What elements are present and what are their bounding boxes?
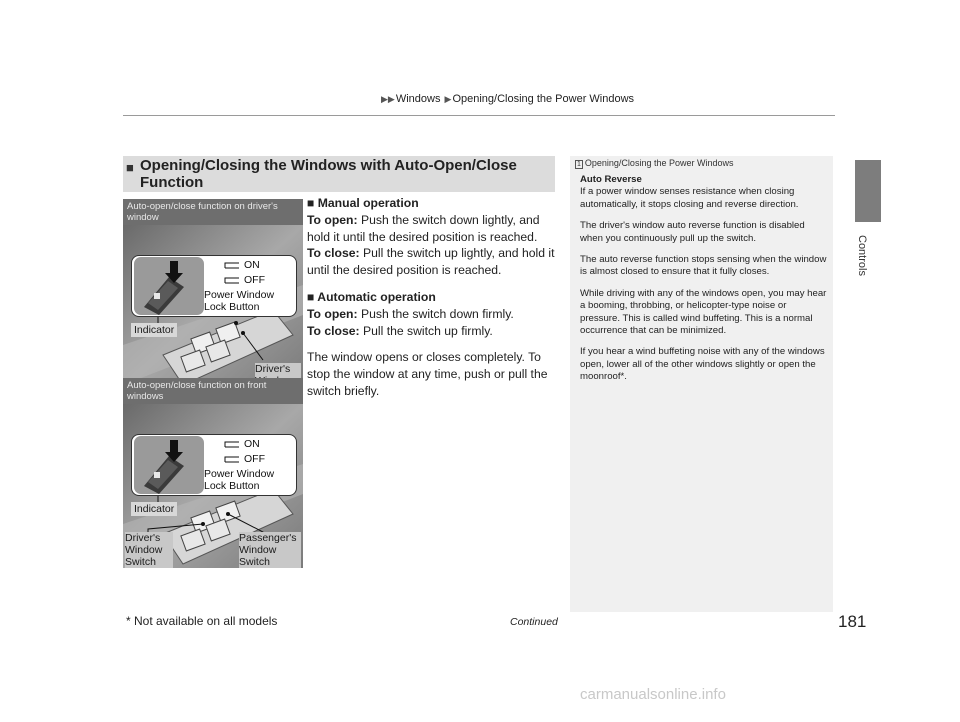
breadcrumb-item-windows: Windows	[395, 93, 441, 105]
body-text	[307, 195, 557, 400]
figure-2-caption: Auto-open/close function on front windows	[123, 378, 303, 404]
manual-close-instruction: To close: Pull the switch up lightly, and hold it until the desired position is reached.	[307, 246, 555, 278]
continued-label: Continued	[510, 616, 558, 628]
side-tab-marker	[855, 160, 881, 222]
legend-on-label: ON	[244, 259, 260, 271]
lock-switch-closeup-icon	[134, 436, 204, 494]
notes-body	[580, 174, 828, 393]
off-indicator-icon	[224, 276, 240, 284]
notes-header: 1 Opening/Closing the Power Windows	[577, 158, 734, 168]
breadcrumb	[380, 93, 634, 105]
note-paragraph-5: If you hear a wind buffeting noise with any of the windows open, lower all of the other windows slightly or open the moonroof*.	[580, 346, 825, 383]
legend-off-label: OFF	[244, 274, 265, 286]
section-marker-icon: ■	[126, 160, 134, 175]
driver-switch-label: Driver's	[255, 363, 301, 399]
lock-button-callout-1	[131, 255, 297, 317]
manual-open-instruction: To open: Push the switch down lightly, and hold it until the desired position is reached.	[307, 212, 540, 244]
figure-1	[123, 199, 303, 387]
driver-switch-label: Driver's Window Switch	[125, 532, 173, 568]
lock-button-label: Power Window Lock Button	[204, 468, 275, 492]
figure-1-image	[123, 225, 303, 387]
breadcrumb-item-opening-closing: Opening/Closing the Power Windows	[452, 93, 635, 105]
automatic-operation-heading: ■ Automatic operation	[307, 289, 436, 304]
lock-button-callout-2	[131, 434, 297, 496]
off-indicator-icon	[224, 455, 240, 463]
on-indicator-icon	[224, 440, 240, 448]
lock-switch-closeup-icon	[134, 257, 204, 315]
auto-open-instruction: To open: Push the switch down firmly.	[307, 306, 514, 321]
figure-2-image	[123, 404, 303, 568]
legend-on-label: ON	[244, 438, 260, 450]
side-tab-label: Controls	[856, 235, 868, 276]
auto-reverse-heading: Auto Reverse	[580, 174, 642, 185]
note-paragraph-1: If a power window senses resistance when closing automatically, it stops closing and reverse direction.	[580, 186, 799, 210]
reference-marker-icon: 1	[577, 161, 581, 168]
on-indicator-icon	[224, 261, 240, 269]
lock-button-label: Power Window Lock Button	[204, 289, 275, 313]
figure-1-caption: Auto-open/close function on driver's window	[123, 199, 303, 225]
breadcrumb-arrow-icon: ▶▶	[381, 94, 395, 104]
note-paragraph-3: The auto reverse function stops sensing when the window is almost closed to ensure that it fully closes.	[580, 254, 827, 278]
indicator-label: Indicator	[131, 323, 177, 337]
legend-off-label: OFF	[244, 453, 265, 465]
breadcrumb-arrow-icon: ▶	[444, 94, 452, 104]
header-rule	[123, 115, 835, 116]
watermark: carmanualsonline.info	[580, 686, 726, 703]
note-paragraph-2: The driver's window auto reverse function is disabled when you continuously pull up the switch.	[580, 220, 805, 244]
page-number: 181	[838, 612, 867, 631]
body-paragraph: The window opens or closes completely. To stop the window at any time, push or pull the switch briefly.	[307, 350, 548, 398]
figure-2	[123, 378, 303, 568]
section-title: Opening/Closing the Windows with Auto-Open/Close Function	[140, 157, 517, 191]
auto-close-instruction: To close: Pull the switch up firmly.	[307, 323, 493, 338]
indicator-label: Indicator	[131, 502, 177, 516]
section-header	[123, 156, 555, 192]
note-paragraph-4: While driving with any of the windows open, you may hear a booming, throbbing, or helicopter-type noise or pressure. This is called wind buffeting. This is a normal occurrence that can be minimized.	[580, 287, 827, 337]
passenger-switch-label: Passenger's Window Switch	[239, 532, 301, 568]
footnote: * Not available on all models	[126, 614, 278, 628]
manual-operation-heading: ■ Manual operation	[307, 196, 419, 210]
